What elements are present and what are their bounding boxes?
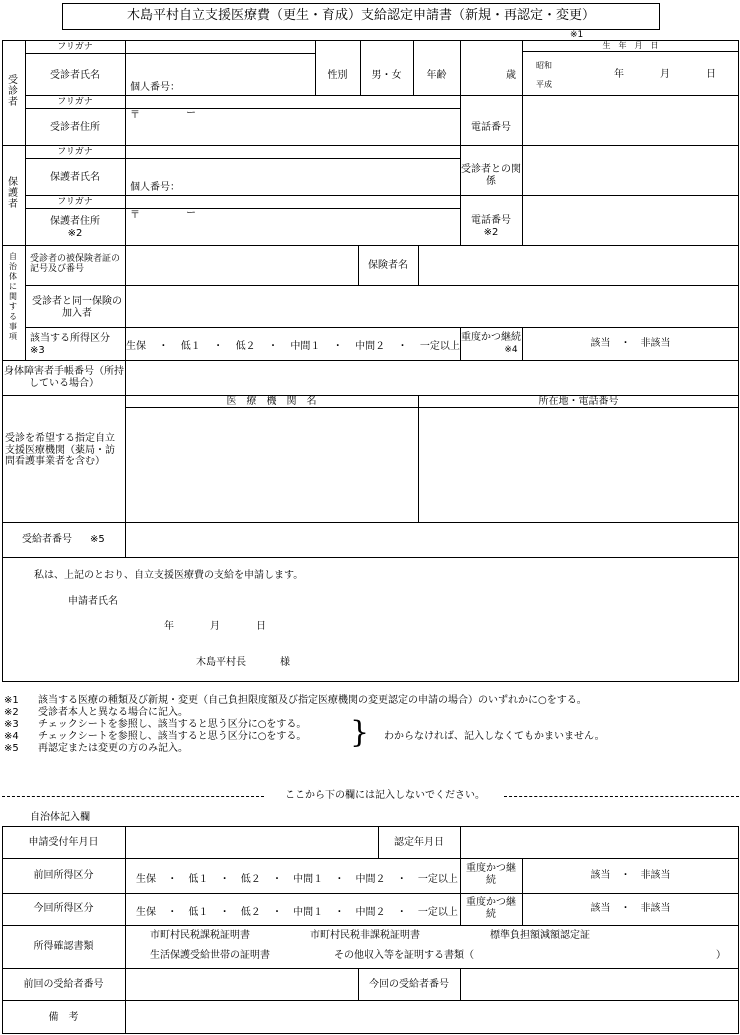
- guardian-relation-label: 受診者との関係: [461, 164, 521, 187]
- curr-severe-options[interactable]: 該当 ・ 非該当: [590, 903, 671, 914]
- patient-sex-value[interactable]: 男・女: [371, 70, 402, 81]
- doc-other-close: ）: [716, 950, 726, 961]
- prev-income-options[interactable]: 生保 ・ 低１ ・ 低２ ・ 中間１ ・ 中間２ ・ 一定以上: [136, 874, 458, 885]
- patient-furigana-field[interactable]: [126, 41, 314, 52]
- receipt-field[interactable]: [126, 827, 377, 857]
- facility-col-name: 医 療 機 関 名: [226, 396, 317, 407]
- patient-age-label: 年齢: [426, 70, 447, 81]
- patient-age-unit: 歳: [506, 70, 516, 81]
- guardian-individual-no[interactable]: 個人番号：: [130, 182, 180, 193]
- remarks-label: 備 考: [48, 1012, 79, 1023]
- section-insurance: 自治体に関する事項: [9, 252, 17, 341]
- income-label: 該当する所得区分: [30, 333, 110, 344]
- recipient-no-note: ※5: [90, 534, 105, 545]
- honorific: 様: [280, 657, 290, 668]
- doc-tax-cert[interactable]: 市町村民税課税証明書: [150, 930, 250, 941]
- severe-label: 重度かつ継続: [461, 332, 521, 343]
- decl-year: 年: [164, 621, 174, 632]
- curr-severe-label: 重度かつ継続: [466, 897, 516, 920]
- patient-individual-no[interactable]: 個人番号：: [130, 82, 180, 93]
- curr-no-field[interactable]: [461, 969, 738, 999]
- facility-label: 受診を希望する指定自立支援医療機関（薬局・訪問看護事業者を含む）: [5, 433, 115, 467]
- guardian-relation-field[interactable]: [523, 146, 738, 194]
- prev-severe-label: 重度かつ継続: [466, 863, 516, 886]
- birth-header: 生 年 月 日: [602, 41, 659, 50]
- prev-income-label: 前回所得区分: [33, 870, 94, 881]
- section-patient: 受診者: [8, 75, 18, 108]
- guardian-phone-note: ※2: [483, 227, 499, 238]
- title-note: ※1: [570, 30, 584, 40]
- approval-label: 認定年月日: [394, 837, 444, 848]
- applicant-field[interactable]: [130, 592, 380, 610]
- insurance-card-label: 受診者の被保険者証の記号及び番号: [30, 254, 121, 275]
- cut-line-right: [504, 796, 739, 797]
- declaration-text: 私は、上記のとおり、自立支援医療費の支給を申請します。: [34, 570, 304, 581]
- income-options[interactable]: 生保 ・ 低１ ・ 低２ ・ 中間１ ・ 中間２ ・ 一定以上: [126, 341, 460, 352]
- same-insurance-field[interactable]: [126, 286, 738, 326]
- prev-severe-options[interactable]: 該当 ・ 非該当: [590, 870, 671, 881]
- facility-address-field[interactable]: [419, 408, 738, 521]
- section-guardian: 保護者: [8, 177, 18, 210]
- notes-brace: }: [350, 715, 370, 750]
- patient-sex-label: 性別: [327, 70, 348, 81]
- docs-label: 所得確認書類: [33, 941, 94, 952]
- addressee: 木島平村長: [196, 657, 246, 668]
- patient-name-label: 受診者氏名: [50, 70, 100, 81]
- curr-no-label: 今回の受給者番号: [369, 979, 449, 990]
- remarks-field[interactable]: [126, 1001, 738, 1033]
- patient-phone-label: 電話番号: [471, 122, 511, 133]
- doc-other-cert[interactable]: その他収入等を証明する書類（: [334, 950, 474, 961]
- prev-no-field[interactable]: [126, 969, 357, 999]
- era-showa[interactable]: 昭和: [536, 61, 552, 70]
- decl-day: 日: [256, 621, 266, 632]
- form-title: 木島平村自立支援医療費（更生・育成）支給認定申請書（新規・再認定・変更）: [126, 8, 595, 23]
- insurer-field[interactable]: [419, 246, 738, 284]
- doc-nontax-cert[interactable]: 市町村民税非課税証明書: [310, 930, 420, 941]
- applicant-label: 申請者氏名: [68, 596, 118, 607]
- guardian-furigana: フリガナ: [57, 147, 93, 157]
- curr-income-options[interactable]: 生保 ・ 低１ ・ 低２ ・ 中間１ ・ 中間２ ・ 一定以上: [136, 907, 458, 918]
- same-insurance-label: 受診者と同一保険の加入者: [32, 296, 122, 319]
- patient-phone-field[interactable]: [523, 96, 738, 144]
- approval-field[interactable]: [461, 827, 738, 857]
- disability-field[interactable]: [126, 361, 738, 394]
- severe-note: ※4: [504, 345, 518, 355]
- guardian-address-furigana: フリガナ: [57, 197, 93, 207]
- recipient-no-field[interactable]: [126, 523, 738, 556]
- patient-address-field[interactable]: [126, 109, 459, 144]
- patient-address-furigana: フリガナ: [57, 97, 93, 107]
- patient-postal-dash: ー: [186, 108, 196, 119]
- guardian-name-label: 保護者氏名: [50, 172, 100, 183]
- facility-col-address: 所在地・電話番号: [538, 396, 619, 407]
- doc-reduction-cert[interactable]: 標準負担額減額認定証: [490, 930, 590, 941]
- note-1: ※1 該当する医療の種類及び新規・変更（自己負担限度額及び指定医療機関の変更認定の申請の場合）のいずれかに○をする。: [4, 695, 587, 706]
- income-note: ※3: [30, 345, 45, 356]
- patient-postal-mark: 〒: [130, 110, 140, 121]
- curr-income-label: 今回所得区分: [33, 903, 94, 914]
- note-4: ※4 チェックシートを参照し、該当すると思う区分に○をする。: [4, 731, 307, 742]
- notes-aside: わからなければ、記入しなくてもかまいません。: [384, 731, 605, 742]
- severe-options[interactable]: 該当 ・ 非該当: [590, 338, 671, 349]
- insurer-label: 保険者名: [368, 260, 408, 271]
- guardian-postal-mark: 〒: [130, 210, 140, 221]
- birth-day: 日: [706, 69, 716, 80]
- cut-line-text: ここから下の欄には記入しないでください。: [285, 790, 485, 801]
- note-5: ※5 再認定または変更の方のみ記入。: [4, 743, 188, 754]
- patient-furigana: フリガナ: [57, 42, 93, 52]
- guardian-address-label: 保護者住所: [50, 216, 100, 227]
- insurance-card-field[interactable]: [126, 246, 357, 284]
- prev-no-label: 前回の受給者番号: [23, 979, 104, 990]
- recipient-no-label: 受給者番号: [22, 534, 72, 545]
- decl-month: 月: [210, 621, 220, 632]
- cut-line-left: [2, 796, 264, 797]
- note-3: ※3 チェックシートを参照し、該当すると思う区分に○をする。: [4, 719, 307, 730]
- era-heisei[interactable]: 平成: [536, 80, 552, 89]
- birth-month: 月: [660, 69, 670, 80]
- note-2: ※2 受診者本人と異なる場合に記入。: [4, 707, 188, 718]
- disability-label: 身体障害者手帳番号（所持している場合）: [4, 366, 124, 389]
- facility-name-field[interactable]: [126, 408, 417, 521]
- patient-name-field[interactable]: [126, 54, 314, 80]
- patient-address-label: 受診者住所: [50, 122, 100, 133]
- guardian-address-note: ※2: [67, 228, 83, 239]
- guardian-phone-label: 電話番号: [471, 215, 511, 226]
- receipt-label: 申請受付年月日: [28, 837, 99, 848]
- birth-year: 年: [614, 69, 624, 80]
- guardian-postal-dash: ー: [186, 208, 196, 219]
- office-heading: 自治体記入欄: [30, 812, 90, 823]
- doc-welfare-cert[interactable]: 生活保護受給世帯の証明書: [150, 950, 270, 961]
